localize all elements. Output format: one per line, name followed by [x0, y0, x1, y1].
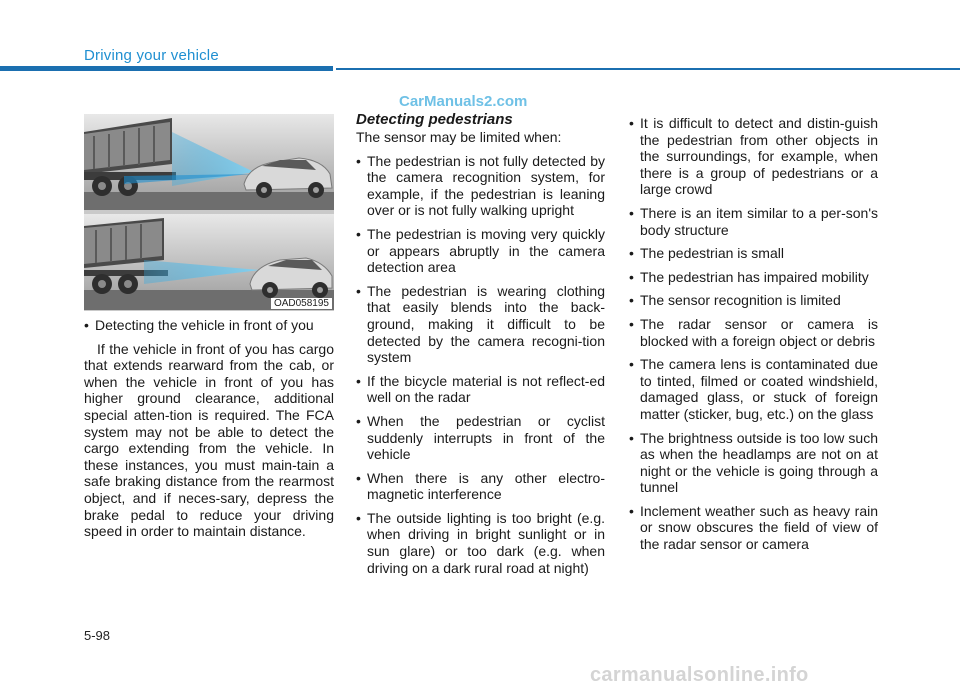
list-item: • The pedestrian is moving very quickly or appears abruptly in the camera detection area	[356, 226, 605, 276]
body-paragraph: If the vehicle in front of you has cargo that extends rearward from the cab, or when the vehicle in front of you has higher ground clearance, additional special atten-tion is required. The FCA system may not be able to detect the cargo extending from the vehicle. In these instances, you must main-tain a safe braking distance from the rearmost object, and if neces-sary, depress the brake pedal to reduce your driving speed in order to maintain distance.	[84, 340, 334, 540]
list-item: • The pedestrian has impaired mobility	[629, 269, 878, 286]
list-item: • The sensor recognition is limited	[629, 292, 878, 309]
list-item: • The radar sensor or camera is blocked with a foreign object or debris	[629, 316, 878, 349]
list-item: • The brightness outside is too low such as when the headlamps are not on at night or the vehicle is going through a tunnel	[629, 430, 878, 496]
list-item: • When there is any other electro-magnetic interference	[356, 470, 605, 503]
list-item: • The outside lighting is too bright (e.g. when driving in bright sunlight or in sun glare) or too dark (e.g. when driving on a dark rural road at night)	[356, 510, 605, 576]
page-number: 5-98	[84, 628, 111, 643]
list-item: • The pedestrian is wearing clothing that easily blends into the back-ground, making it difficult to be detected by the camera recogni-tion system	[356, 283, 605, 366]
header-rule-thin	[336, 68, 960, 70]
list-item: • There is an item similar to a per-son's body structure	[629, 205, 878, 238]
truck-car-illustration-top	[84, 114, 334, 210]
list-item: • If the bicycle material is not reflect-ed well on the radar	[356, 373, 605, 406]
section-title: Detecting pedestrians	[356, 111, 513, 128]
list-item: • It is difficult to detect and distin-guish the pedestrian from other objects in the surroundings, for example, when there is a group of pedestrians or a large crowd	[629, 115, 878, 198]
middle-column	[356, 111, 605, 583]
bullet-item: • Detecting the vehicle in front of you	[84, 317, 334, 334]
header-rule-thick	[0, 66, 333, 71]
list-item: • The pedestrian is not fully detected by the camera recognition system, for example, if the pedestrian is leaning over or is not fully walking upright	[356, 153, 605, 219]
intro-text: The sensor may be limited when:	[356, 129, 562, 145]
left-column	[84, 317, 334, 540]
section-header: Driving your vehicle	[84, 47, 219, 64]
illustration-figure	[84, 114, 334, 311]
list-item: • The pedestrian is small	[629, 245, 878, 262]
figure-code: OAD058195	[271, 298, 332, 309]
footer-watermark: carmanualsonline.info	[590, 664, 809, 686]
list-item: • The camera lens is contaminated due to tinted, filmed or coated windshield, damaged glass, or stuck of foreign matter (sticker, bug, etc.) on the glass	[629, 356, 878, 422]
truck-car-illustration-bottom	[84, 214, 334, 310]
right-column	[629, 115, 878, 560]
list-item: • Inclement weather such as heavy rain or snow obscures the field of view of the radar sensor or camera	[629, 503, 878, 553]
list-item: • When the pedestrian or cyclist suddenly interrupts in front of the vehicle	[356, 413, 605, 463]
watermark-top: CarManuals2.com	[399, 93, 528, 110]
